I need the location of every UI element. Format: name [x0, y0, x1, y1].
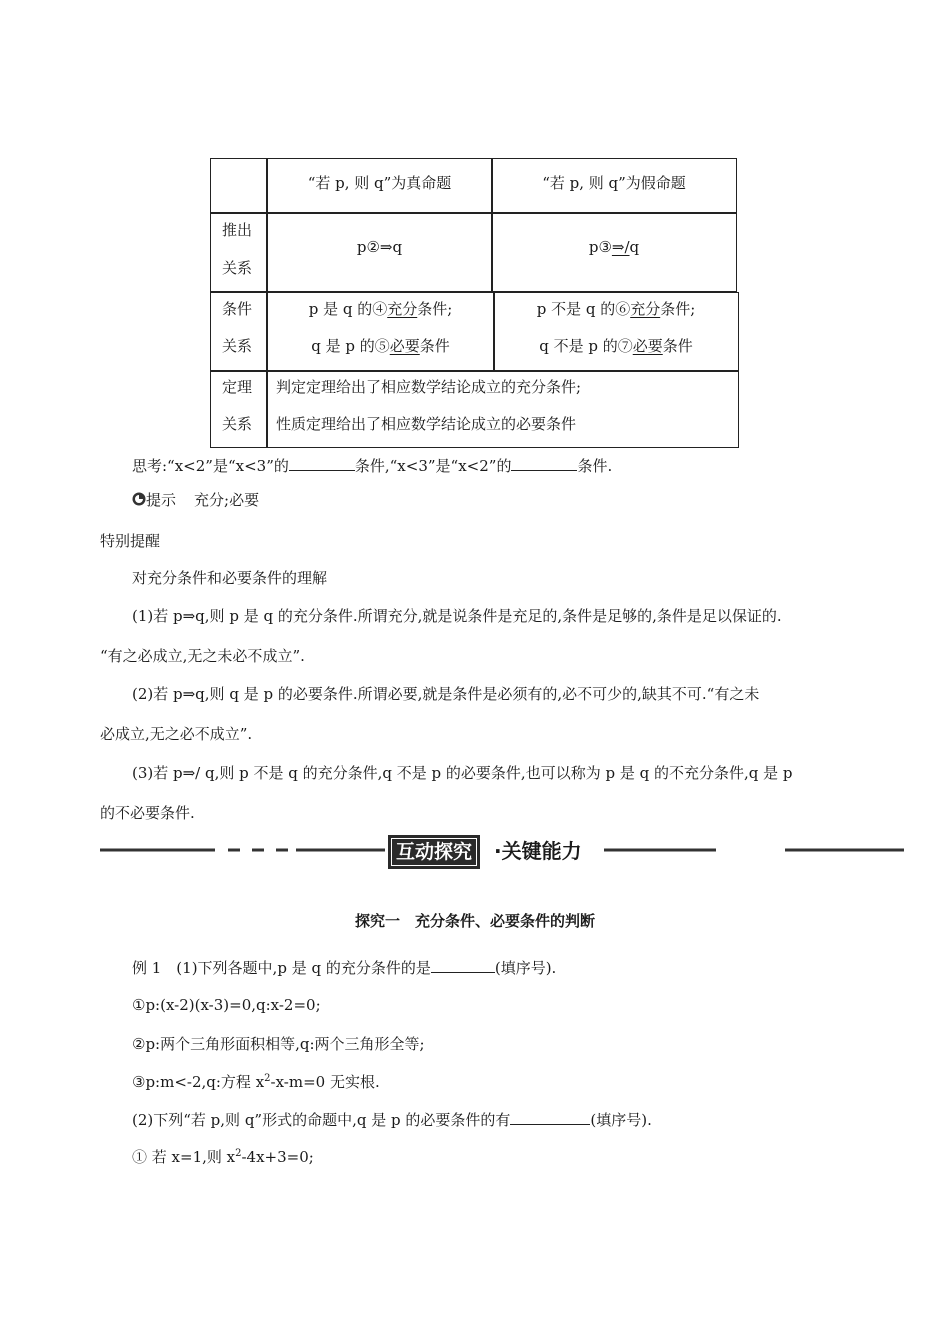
cell-text: q 是 p 的⑤必要条件: [311, 337, 450, 355]
not-implies-text: p③⇒/q: [588, 238, 640, 256]
answer-blank[interactable]: [510, 1110, 590, 1125]
example-option: ③p:m<-2,q:方程 $x^2-x-m=0$ 无实根.: [132, 1073, 380, 1091]
paragraph-line: 必成立,无之必不成立”.: [100, 725, 253, 743]
special-subtitle: 对充分条件和必要条件的理解: [132, 569, 328, 587]
banner-boxed-title: 互动探究: [388, 835, 480, 869]
example-option: ①p:(x-2)(x-3)=0,q:x-2=0;: [132, 996, 321, 1014]
header-false: “若 p, 则 q”为假命题: [542, 174, 686, 192]
banner-rest-title: ·关键能力: [494, 839, 582, 863]
table-corner-cell: [210, 158, 268, 214]
paragraph-line: (1)若 p⇒q,则 p 是 q 的充分条件.所谓充分,就是说条件是充足的,条件是足够的,条件是足以保证的.: [132, 607, 782, 625]
header-true: “若 p, 则 q”为真命题: [307, 174, 452, 192]
answer-blank[interactable]: [289, 456, 355, 471]
hint-line: [132, 489, 259, 510]
example-question: 例 1 (1)下列各题中,p 是 q 的充分条件的是 (填序号).: [132, 959, 557, 977]
cell-text: p 是 q 的④充分条件;: [308, 300, 453, 318]
row-label: 关系: [222, 415, 253, 433]
hint-icon: [132, 492, 146, 506]
row-label: 推出: [222, 221, 253, 239]
cell-text: 性质定理给出了相应数学结论成立的必要条件: [276, 415, 577, 433]
think-question: 思考:“x<2”是“x<3”的 条件,“x<3”是“x<2”的 条件.: [132, 457, 613, 475]
cell-text: 判定定理给出了相应数学结论成立的充分条件;: [276, 378, 582, 396]
paragraph-line: “有之必成立,无之未必不成立”.: [100, 647, 305, 665]
paragraph-line: (3)若 p⇒/ q,则 p 不是 q 的充分条件,q 不是 p 的必要条件,也可以称为 p 是 q 的不充分条件,q 是 p: [132, 764, 793, 782]
cell-text: q 不是 p 的⑦必要条件: [539, 337, 693, 355]
paragraph-line: 的不必要条件.: [100, 804, 195, 822]
section-title: 探究一 充分条件、必要条件的判断: [354, 912, 595, 930]
row-label: 关系: [222, 259, 253, 277]
row-label: 定理: [222, 378, 253, 396]
paragraph-line: (2)若 p⇒q,则 q 是 p 的必要条件.所谓必要,就是条件是必须有的,必不可少的,缺其不可.“有之未: [132, 685, 760, 703]
row-label: 条件: [222, 300, 253, 318]
example-option: ① 若 x=1,则 $x^2-4x+3=0$;: [132, 1148, 314, 1166]
cell-text: p 不是 q 的⑥充分条件;: [536, 300, 696, 318]
answer-blank[interactable]: [431, 958, 495, 973]
example-option: ②p:两个三角形面积相等,q:两个三角形全等;: [132, 1035, 425, 1053]
implies-text: p②⇒q: [356, 238, 403, 256]
answer-blank[interactable]: [511, 456, 577, 471]
special-title: 特别提醒: [100, 532, 161, 550]
hint-answer: 充分;必要: [194, 491, 260, 509]
row-label: 关系: [222, 337, 253, 355]
example-question: (2)下列“若 p,则 q”形式的命题中,q 是 p 的必要条件的有 (填序号).: [132, 1111, 652, 1129]
hint-label: 提示: [146, 491, 177, 509]
